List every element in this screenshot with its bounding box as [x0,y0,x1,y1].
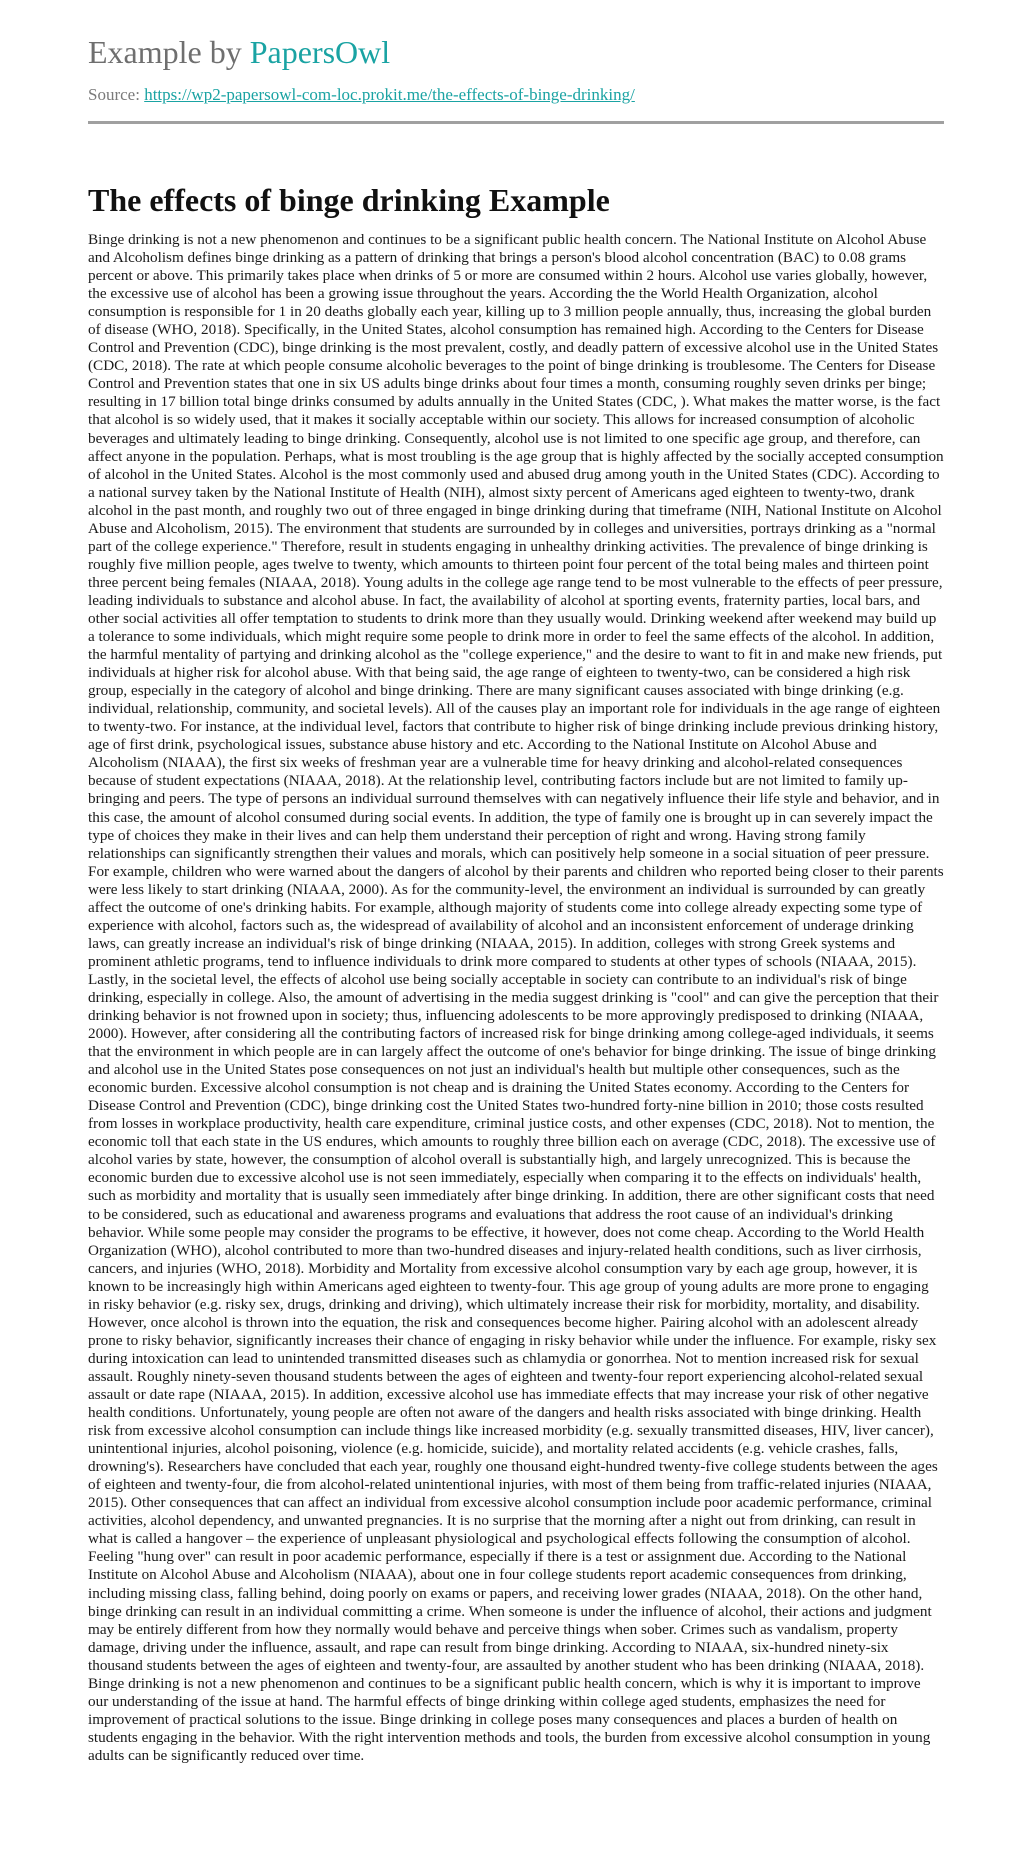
header-title [88,0,944,72]
document-title: The effects of binge drinking Example [88,182,610,218]
header-divider [88,121,944,124]
document-page [88,0,944,1765]
source-line [88,84,944,106]
source-label: Source: [88,85,140,104]
source-link[interactable]: https://wp2-papersowl-com-loc.prokit.me/the-effects-of-binge-drinking/ [144,85,635,104]
brand-name: PapersOwl [249,34,391,70]
document-body: Binge drinking is not a new phenomenon and continues to be a significant public health concern. The National Institute on Alcohol Abuse and Alcoholism defines binge drinking as a pattern of drinking that brings a person's blood alcohol concentration (BAC) to 0.08 grams percent or above. This primarily takes place when drinks of 5 or more are consumed within 2 hours. Alcohol use varies globally, however, the excessive use of alcohol has been a growing issue throughout the years. According the the World Health Organization, alcohol consumption is responsible for 1 in 20 deaths globally each year, killing up to 3 million people annually, thus, increasing the global burden of disease (WHO, 2018). Specifically, in the United States, alcohol consumption has remained high. According to the Centers for Disease Control and Prevention (CDC), binge drinking is the most prevalent, costly, and deadly pattern of excessive alcohol use in the United States (CDC, 2018). The rate at which people consume alcoholic beverages to the point of binge drinking is troublesome. The Centers for Disease Control and Prevention states that one in six US adults binge drinks about four times a month, consuming roughly seven drinks per binge; resulting in 17 billion total binge drinks consumed by adults annually in the United States (CDC, ). What makes the matter worse, is the fact that alcohol is so widely used, that it makes it socially acceptable within our society. This allows for increased consumption of alcoholic beverages and ultimately leading to binge drinking. Consequently, alcohol use is not limited to one specific age group, and therefore, can affect anyone in the population. Perhaps, what is most troubling is the age group that is highly affected by the socially accepted consumption of alcohol in the United States. Alcohol is the most commonly used and abused drug among youth in the United States (CDC). According to a national survey taken by the National Institute of Health (NIH), almost sixty percent of Americans aged eighteen to twenty-two, drank alcohol in the past month, and roughly two out of three engaged in binge drinking during that timeframe (NIH, National Institute on Alcohol Abuse and Alcoholism, 2015). The environment that students are surrounded by in colleges and universities, portrays drinking as a "normal part of the college experience." Therefore, result in students engaging in unhealthy drinking activities. The prevalence of binge drinking is roughly five million people, ages twelve to twenty, which amounts to thirteen point four percent of the total being males and thirteen point three percent being females (NIAAA, 2018). Young adults in the college age range tend to be most vulnerable to the effects of peer pressure, leading individuals to substance and alcohol abuse. In fact, the availability of alcohol at sporting events, fraternity parties, local bars, and other social activities all offer temptation to students to drink more than they usually would. Drinking weekend after weekend may build up a tolerance to some individuals, which might require some people to drink more in order to feel the same effects of the alcohol. In addition, the harmful mentality of partying and drinking alcohol as the "college experience," and the desire to want to fit in and make new friends, put individuals at higher risk for alcohol abuse. With that being said, the age range of eighteen to twenty-two, can be considered a high risk group, especially in the category of alcohol and binge drinking. There are many significant causes associated with binge drinking (e.g. individual, relationship, community, and societal levels). All of the causes play an important role for individuals in the age range of eighteen to twenty-two. For instance, at the individual level, factors that contribute to higher risk of binge drinking include previous drinking history, age of first drink, psychological issues, substance abuse history and etc. According to the National Institute on Alcohol Abuse and Alcoholism (NIAAA), the first six weeks of freshman year are a vulnerable time for heavy drinking and alcohol-related consequences because of student expectations (NIAAA, 2018). At the relationship level, contributing factors include but are not limited to family up-bringing and peers. The type of persons an individual surround themselves with can negatively influence their life style and behavior, and in this case, the amount of alcohol consumed during social events. In addition, the type of family one is brought up in can severely impact the type of choices they make in their lives and can help them understand their perception of right and wrong. Having strong family relationships can significantly strengthen their values and morals, which can positively help someone in a social situation of peer pressure. For example, children who were warned about the dangers of alcohol by their parents and children who reported being closer to their parents were less likely to start drinking (NIAAA, 2000). As for the community-level, the environment an individual is surrounded by can greatly affect the outcome of one's drinking habits. For example, although majority of students come into college already expecting some type of experience with alcohol, factors such as, the widespread of availability of alcohol and an inconsistent enforcement of underage drinking laws, can greatly increase an individual's risk of binge drinking (NIAAA, 2015). In addition, colleges with strong Greek systems and prominent athletic programs, tend to influence individuals to drink more compared to students at other types of schools (NIAAA, 2015). Lastly, in the societal level, the effects of alcohol use being socially acceptable in society can contribute to an individual's risk of binge drinking, especially in college. Also, the amount of advertising in the media suggest drinking is "cool" and can give the perception that their drinking behavior is not frowned upon in society; thus, influencing adolescents to be more approvingly predisposed to drinking (NIAAA, 2000). However, after considering all the contributing factors of increased risk for binge drinking among college-aged individuals, it seems that the environment in which people are in can largely affect the outcome of one's behavior for binge drinking. The issue of binge drinking and alcohol use in the United States pose consequences on not just an individual's health but multiple other consequences, such as the economic burden. Excessive alcohol consumption is not cheap and is draining the United States economy. According to the Centers for Disease Control and Prevention (CDC), binge drinking cost the United States two-hundred forty-nine billion in 2010; those costs resulted from losses in workplace productivity, health care expenditure, criminal justice costs, and other expenses (CDC, 2018). Not to mention, the economic toll that each state in the US endures, which amounts to roughly three billion each on average (CDC, 2018). The excessive use of alcohol varies by state, however, the consumption of alcohol overall is substantially high, and largely unrecognized. This is because the economic burden due to excessive alcohol use is not seen immediately, especially when comparing it to the effects on individuals' health, such as morbidity and mortality that is usually seen immediately after binge drinking. In addition, there are other significant costs that need to be considered, such as educational and awareness programs and evaluations that address the root cause of an individual's drinking behavior. While some people may consider the programs to be effective, it however, does not come cheap. According to the World Health Organization (WHO), alcohol contributed to more than two-hundred diseases and injury-related health conditions, such as liver cirrhosis, cancers, and injuries (WHO, 2018). Morbidity and Mortality from excessive alcohol consumption vary by each age group, however, it is known to be increasingly high within Americans aged eighteen to twenty-four. This age group of young adults are more prone to engaging in risky behavior (e.g. risky sex, drugs, drinking and driving), which ultimately increase their risk for morbidity, mortality, and disability. However, once alcohol is thrown into the equation, the risk and consequences become higher. Pairing alcohol with an adolescent already prone to risky behavior, significantly increases their chance of engaging in risky behavior while under the influence. For example, risky sex during intoxication can lead to unintended transmitted diseases such as chlamydia or gonorrhea. Not to mention increased risk for sexual assault. Roughly ninety-seven thousand students between the ages of eighteen and twenty-four report experiencing alcohol-related sexual assault or date rape (NIAAA, 2015). In addition, excessive alcohol use has immediate effects that may increase your risk of other negative health conditions. Unfortunately, young people are often not aware of the dangers and health risks associated with binge drinking. Health risk from excessive alcohol consumption can include things like increased morbidity (e.g. sexually transmitted diseases, HIV, liver cancer), unintentional injuries, alcohol poisoning, violence (e.g. homicide, suicide), and mortality related accidents (e.g. vehicle crashes, falls, drowning's). Researchers have concluded that each year, roughly one thousand eight-hundred twenty-five college students between the ages of eighteen and twenty-four, die from alcohol-related unintentional injuries, with most of them being from traffic-related injuries (NIAAA, 2015). Other consequences that can affect an individual from excessive alcohol consumption include poor academic performance, criminal activities, alcohol dependency, and unwanted pregnancies. It is no surprise that the morning after a night out from drinking, can result in what is called a hangover – the experience of unpleasant physiological and psychological effects following the consumption of alcohol. Feeling "hung over" can result in poor academic performance, especially if there is a test or assignment due. According to the National Institute on Alcohol Abuse and Alcoholism (NIAAA), about one in four college students report academic consequences from drinking, including missing class, falling behind, doing poorly on exams or papers, and receiving lower grades (NIAAA, 2018). On the other hand, binge drinking can result in an individual committing a crime. When someone is under the influence of alcohol, their actions and judgment may be entirely different from how they normally would behave and perceive things when sober. Crimes such as vandalism, property damage, driving under the influence, assault, and rape can result from binge drinking. According to NIAAA, six-hundred ninety-six thousand students between the ages of eighteen and twenty-four, are assaulted by another student who has been drinking (NIAAA, 2018). Binge drinking is not a new phenomenon and continues to be a significant public health concern, which is why it is important to improve our understanding of the issue at hand. The harmful effects of binge drinking within college aged students, emphasizes the need for improvement of practical solutions to the issue. Binge drinking in college poses many consequences and places a burden of health on students engaging in the behavior. With the right intervention methods and tools, the burden from excessive alcohol consumption in young adults can be significantly reduced over time. [88,231,944,1764]
header-prefix: Example by [88,34,250,70]
